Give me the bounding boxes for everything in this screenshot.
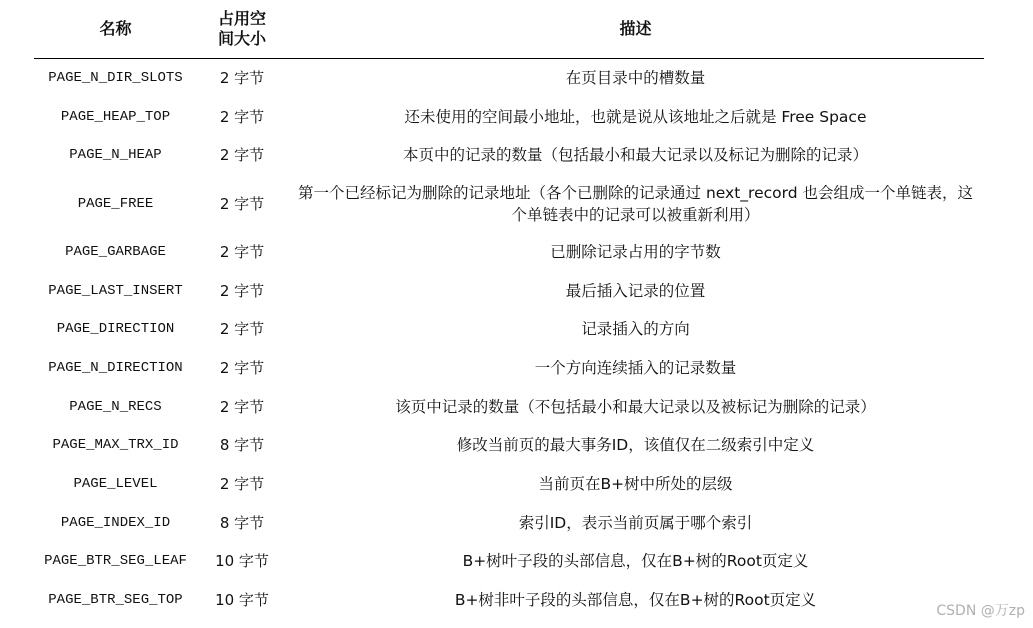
field-description: 本页中的记录的数量（包括最小和最大记录以及标记为删除的记录） bbox=[402, 146, 868, 165]
field-name: PAGE_LAST_INSERT bbox=[48, 282, 183, 299]
field-name: PAGE_INDEX_ID bbox=[60, 514, 171, 531]
field-size: 2 字节 bbox=[219, 242, 265, 261]
field-size: 2 字节 bbox=[219, 281, 265, 300]
field-size: 2 字节 bbox=[219, 194, 265, 213]
field-size: 2 字节 bbox=[219, 358, 265, 377]
header-description: 描述 bbox=[287, 0, 984, 59]
table-row bbox=[34, 271, 984, 310]
field-description: B+树叶子段的头部信息，仅在B+树的Root页定义 bbox=[462, 552, 809, 571]
table-row bbox=[34, 542, 984, 581]
table-row bbox=[34, 97, 984, 136]
field-size: 2 字节 bbox=[219, 397, 265, 416]
table-row bbox=[34, 175, 984, 233]
field-size: 2 字节 bbox=[219, 107, 265, 126]
field-description: 一个方向连续插入的记录数量 bbox=[534, 358, 737, 377]
field-description: 还未使用的空间最小地址，也就是说从该地址之后就是 Free Space bbox=[404, 107, 867, 126]
field-size: 2 字节 bbox=[219, 475, 265, 494]
table-row bbox=[34, 465, 984, 504]
table-row bbox=[34, 136, 984, 175]
field-description: 已删除记录占用的字节数 bbox=[550, 242, 721, 261]
field-description: 索引ID，表示当前页属于哪个索引 bbox=[518, 513, 753, 532]
table-row bbox=[34, 503, 984, 542]
field-name: PAGE_DIRECTION bbox=[56, 321, 175, 338]
field-name: PAGE_BTR_SEG_TOP bbox=[48, 592, 183, 609]
field-description: 记录插入的方向 bbox=[581, 320, 690, 339]
header-size bbox=[197, 0, 287, 59]
field-size: 8 字节 bbox=[219, 436, 265, 455]
field-size: 2 字节 bbox=[219, 146, 265, 165]
field-name: PAGE_N_RECS bbox=[69, 398, 162, 415]
field-name: PAGE_N_DIRECTION bbox=[48, 359, 183, 376]
field-size: 10 字节 bbox=[215, 591, 269, 610]
field-name: PAGE_FREE bbox=[77, 195, 154, 212]
field-description: 当前页在B+树中所处的层级 bbox=[538, 475, 733, 494]
field-name: PAGE_N_DIR_SLOTS bbox=[48, 70, 183, 87]
header-name: 名称 bbox=[34, 0, 197, 59]
field-size: 10 字节 bbox=[215, 552, 269, 571]
field-name: PAGE_LEVEL bbox=[73, 476, 158, 493]
field-size: 2 字节 bbox=[219, 320, 265, 339]
field-name: PAGE_GARBAGE bbox=[65, 243, 166, 260]
field-description: 修改当前页的最大事务ID，该值仅在二级索引中定义 bbox=[456, 436, 815, 455]
field-description: 该页中记录的数量（不包括最小和最大记录以及被标记为删除的记录） bbox=[395, 397, 876, 416]
field-name: PAGE_HEAP_TOP bbox=[60, 108, 171, 125]
watermark: CSDN @万zp bbox=[936, 603, 1025, 619]
field-description: B+树非叶子段的头部信息，仅在B+树的Root页定义 bbox=[454, 591, 817, 610]
table-row bbox=[34, 387, 984, 426]
field-description: 在页目录中的槽数量 bbox=[565, 69, 706, 88]
header-size-label: 占用空间大小 bbox=[217, 9, 266, 48]
field-name: PAGE_BTR_SEG_LEAF bbox=[44, 553, 187, 570]
field-size: 2 字节 bbox=[219, 69, 265, 88]
field-size: 8 字节 bbox=[219, 513, 265, 532]
page-header-table bbox=[34, 0, 984, 619]
page-header-fields-table bbox=[34, 0, 984, 619]
table-header-row bbox=[34, 0, 984, 59]
table-row bbox=[34, 426, 984, 465]
field-description: 最后插入记录的位置 bbox=[565, 281, 706, 300]
table-row bbox=[34, 349, 984, 388]
field-name: PAGE_MAX_TRX_ID bbox=[52, 437, 179, 454]
table-row bbox=[34, 310, 984, 349]
table-row bbox=[34, 59, 984, 98]
field-description: 第一个已经标记为删除的记录地址（各个已删除的记录通过 next_record 也会组成一个单链表，这个单链表中的记录可以被重新利用） bbox=[298, 183, 973, 224]
table-row bbox=[34, 581, 984, 620]
table-row bbox=[34, 233, 984, 272]
field-name: PAGE_N_HEAP bbox=[69, 147, 162, 164]
